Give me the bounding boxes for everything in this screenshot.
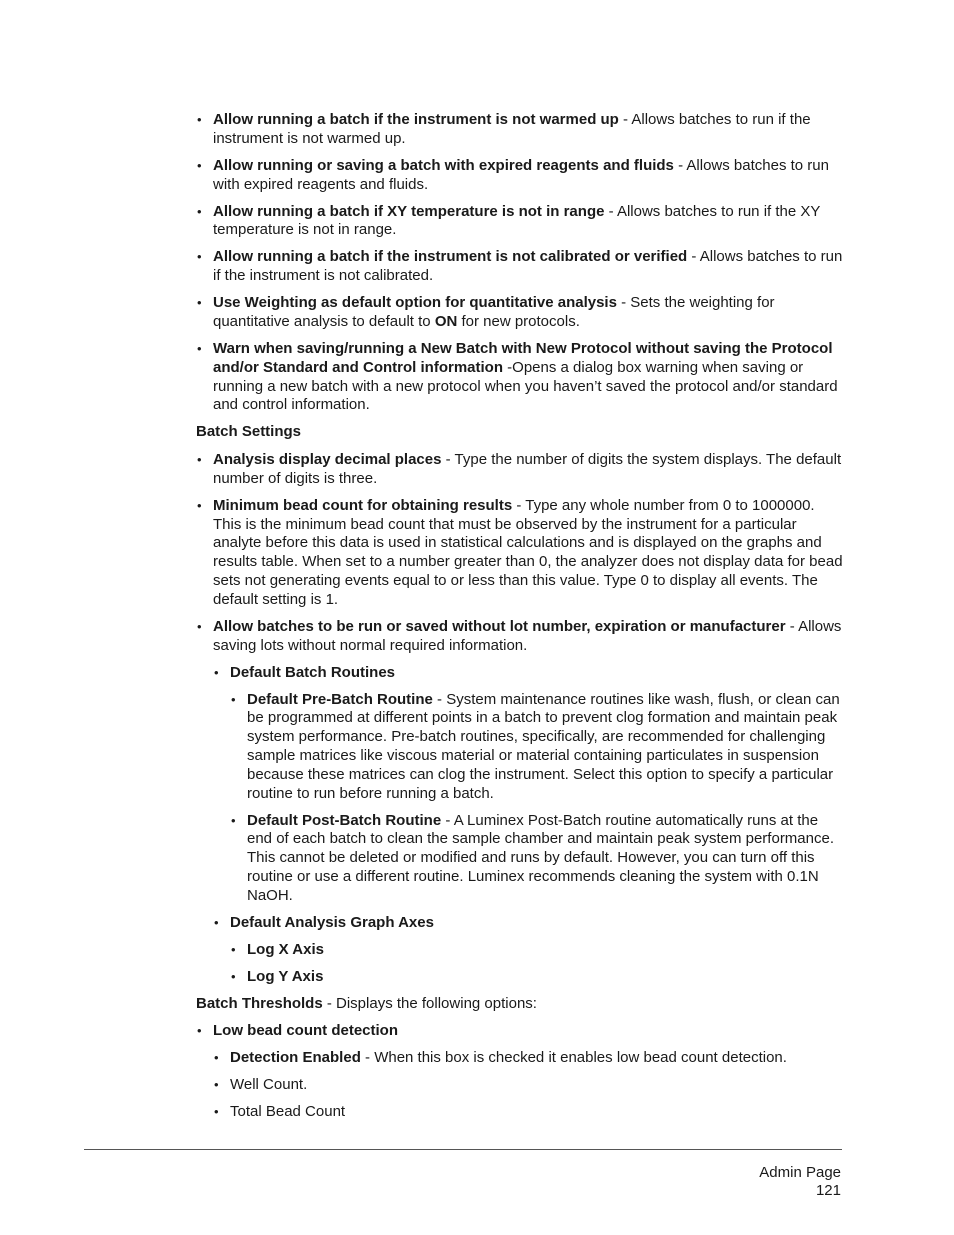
batch-routines-list (213, 664, 846, 683)
list-item: • Allow running or saving a batch with expired reagents and fluids - Allows batches to run with expired reagents and fluids. (196, 157, 846, 195)
list-item: • Low bead count detection (196, 1022, 846, 1041)
list-item: • Allow running a batch if the instrument is not warmed up - Allows batches to run if the instrument is not warmed up. (196, 111, 846, 149)
list-item: • Allow batches to be run or saved without lot number, expiration or manufacturer - Allows saving lots without normal required information. (196, 618, 846, 656)
list-item: • Allow running a batch if XY temperature is not in range - Allows batches to run if the XY temperature is not in range. (196, 203, 846, 241)
list-item: • Default Analysis Graph Axes (213, 914, 846, 933)
section-heading-batch-thresholds: Batch Thresholds - Displays the following options: (196, 994, 537, 1012)
page-number: 121 (815, 1182, 841, 1199)
list-item: • Use Weighting as default option for quantitative analysis - Sets the weighting for quantitative analysis to default to ON for new protocols. (196, 294, 846, 332)
list-item: • Log Y Axis (230, 968, 846, 987)
low-bead-sublist (213, 1049, 846, 1121)
list-item: • Detection Enabled - When this box is checked it enables low bead count detection. (213, 1049, 846, 1068)
footer-divider (84, 1149, 842, 1150)
list-item: • Minimum bead count for obtaining results - Type any whole number from 0 to 1000000. This is the minimum bead count that must be observed by the instrument for a particular analyte before this data is used in statistical calculations and is displayed on the graphs and results table. When set to a number greater than 0, the analyzer does not display data for bead sets not generating events equal to or less than this value. Type 0 to display all events. The default setting is 1. (196, 497, 846, 610)
list-item: • Default Pre-Batch Routine - System maintenance routines like wash, flush, or clean can be programmed at different points in a batch to prevent clog formation and maintain peak system performance. Pre-batch routines, specifically, are recommended for challenging sample matrices like viscous material or material containing particulates in suspension because these matrices can clog the instrument. Select this option to specify a particular routine to run before running a batch. (230, 691, 846, 804)
list-item: • Analysis display decimal places - Type the number of digits the system displays. The default number of digits is three. (196, 451, 846, 489)
batch-settings-list (196, 451, 846, 655)
page-footer (759, 1164, 841, 1200)
list-item: • Warn when saving/running a New Batch with New Protocol without saving the Protocol and/or Standard and Control information -Opens a dialog box warning when saving or running a new batch with a new protocol when you haven’t saved the protocol and/or standard and control information. (196, 340, 846, 415)
document-body (196, 111, 846, 1130)
instrument-options-list (196, 111, 846, 415)
section-heading-batch-settings: Batch Settings (196, 423, 302, 441)
graph-axes-sublist (230, 941, 846, 987)
batch-thresholds-list (196, 1022, 846, 1041)
list-item: • Default Post-Batch Routine - A Luminex Post-Batch routine automatically runs at the end of each batch to clean the sample chamber and maintain peak system performance. This cannot be deleted or modified and runs by default. However, you can turn off this routine or use a different routine. Luminex recommends cleaning the system with 0.1N NaOH. (230, 812, 846, 906)
list-item: • Log X Axis (230, 941, 846, 960)
list-item: • Default Batch Routines (213, 664, 846, 683)
list-item: • Well Count. (213, 1076, 846, 1095)
list-item: • Total Bead Count (213, 1103, 846, 1122)
footer-section-title: Admin Page (759, 1164, 841, 1181)
list-item: • Allow running a batch if the instrument is not calibrated or verified - Allows batches to run if the instrument is not calibrated. (196, 248, 846, 286)
batch-routines-sublist (230, 691, 846, 906)
graph-axes-list (213, 914, 846, 933)
